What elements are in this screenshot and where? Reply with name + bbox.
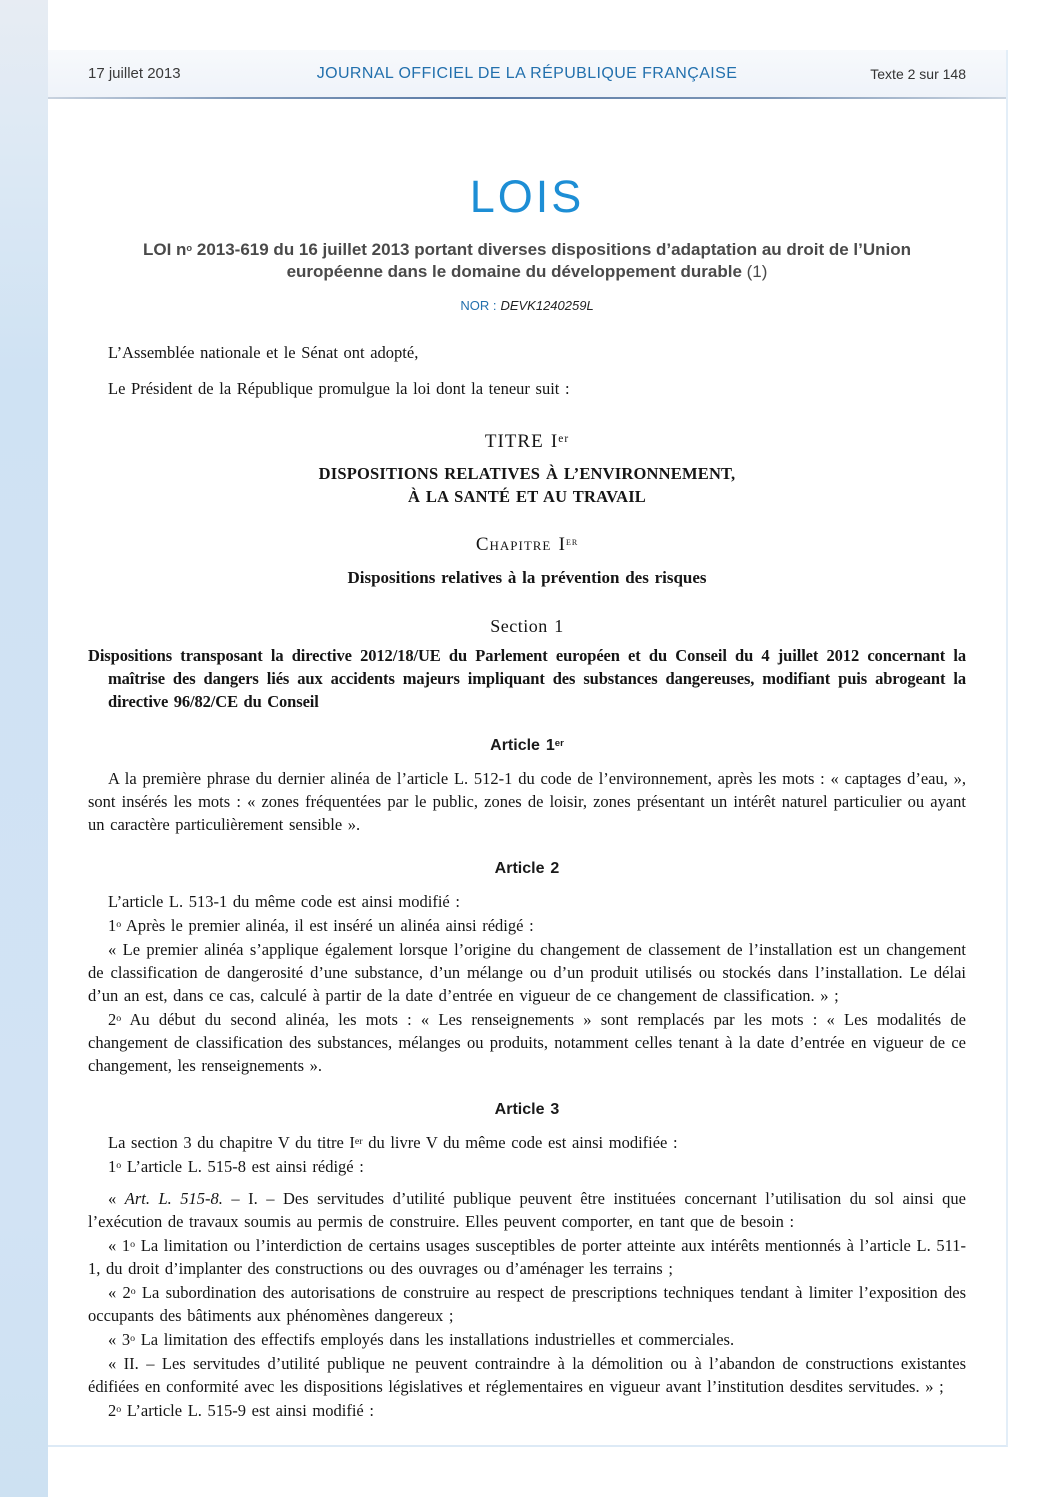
law-body bbox=[88, 341, 966, 1422]
header-journal-title: JOURNAL OFFICIEL DE LA RÉPUBLIQUE FRANÇAISE bbox=[316, 64, 738, 82]
law-title: LOI $n^o$ 2013-619 du 16 juillet 2013 portant diverses dispositions d’adaptation au droit de l’Union européenne dans le domaine du développement durable (1) bbox=[142, 240, 912, 281]
article-paragraph: 2$^o$ Au début du second alinéa, les mots : « Les renseignements » sont remplacés par les mots : « Les modalités de changement de classification des substances, mélanges ou produits, notamment celles tenant à la date d’entrée en vigueur de ce changement, les renseignements ». bbox=[88, 1010, 966, 1075]
article-3-heading: Article 3 bbox=[494, 1101, 560, 1118]
article-paragraph: 2$^o$ L’article L. 515-9 est ainsi modifié : bbox=[108, 1401, 374, 1420]
article-paragraph: A la première phrase du dernier alinéa de l’article L. 512-1 du code de l’environnement, après les mots : « captages d’eau, », sont insérés les mots : « zones fréquentées par le public, zones de loisir, zones présentant un intérêt naturel particulier ou ayant un caractère particulièrement sensible ». bbox=[88, 769, 966, 834]
section-description: Dispositions transposant la directive 2012/18/UE du Parlement européen et du Conseil du 4 juillet 2012 concernant la maîtrise des dangers liés aux accidents majeurs impliquant des substances dangereuses, modifiant puis abrogeant la directive 96/82/CE du Conseil bbox=[88, 646, 966, 711]
article-1-heading: Article 1er bbox=[490, 737, 564, 754]
article-paragraph: « II. – Les servitudes d’utilité publique ne peuvent contraindre à la démolition ou à l’abandon de constructions existantes édifiées en conformité avec les dispositions législatives et réglementaires en vigueur avant l’institution desdites servitudes. » ; bbox=[88, 1354, 966, 1396]
article-paragraph: « 2$^o$ La subordination des autorisations de construire au respect de prescriptions techniques tendant à limiter l’exposition des occupants des bâtiments aux phénomènes dangereux ; bbox=[88, 1283, 966, 1325]
article-paragraph: La section 3 du chapitre V du titre Ier du livre V du même code est ainsi modifiée : bbox=[108, 1133, 678, 1152]
article-paragraph: 1$^o$ Après le premier alinéa, il est inséré un alinéa ainsi rédigé : bbox=[108, 916, 534, 935]
intro-paragraph: L’Assemblée nationale et le Sénat ont adopté, bbox=[108, 343, 419, 362]
article-paragraph: L’article L. 513-1 du même code est ainsi modifié : bbox=[108, 892, 460, 911]
masthead-lois-title: LOIS bbox=[469, 171, 585, 222]
article-paragraph: 1$^o$ L’article L. 515-8 est ainsi rédigé : bbox=[108, 1157, 364, 1176]
nor-value: DEVK1240259L bbox=[500, 298, 594, 313]
titre-subheading: DISPOSITIONS RELATIVES À L’ENVIRONNEMENT, À LA SANTÉ ET AU TRAVAIL bbox=[318, 464, 736, 506]
article-paragraph: « 1$^o$ La limitation ou l’interdiction de certains usages susceptibles de porter atteinte aux intérêts mentionnés à l’article L. 511-1, du droit d’implanter des constructions ou des ouvrages ou d’aménager les terrains ; bbox=[88, 1236, 966, 1278]
article-paragraph: « Le premier alinéa s’applique également lorsque l’origine du changement de classement de l’installation est un changement de classification de dangerosité d’une substance, d’un mélange ou d’un produit utilisés ou stockés dans l’installation. Le délai d’un an est, dans ce cas, calculé à partir de la date d’entrée en vigueur de ce changement de classification. » ; bbox=[88, 940, 966, 1005]
article-2-heading: Article 2 bbox=[494, 860, 560, 877]
chapitre-heading: Chapitre Ier bbox=[475, 534, 579, 555]
header-date: 17 juillet 2013 bbox=[88, 65, 181, 82]
header-divider bbox=[48, 97, 1006, 99]
article-paragraph: « 3$^o$ La limitation des effectifs employés dans les installations industrielles et commerciales. bbox=[108, 1330, 735, 1349]
article-paragraph: « Art. L. 515-8. – I. – Des servitudes d’utilité publique peuvent être instituées concernant l’utilisation du sol ainsi que l’exécution de travaux soumis au permis de construire. Elles peuvent comporter, en tant que de besoin : bbox=[88, 1189, 967, 1231]
titre-heading: TITRE Ier bbox=[484, 431, 570, 452]
section-heading: Section 1 bbox=[490, 616, 564, 636]
header-text-number: Texte 2 sur 148 bbox=[870, 65, 966, 82]
nor-line bbox=[88, 298, 966, 313]
nor-label: NOR : bbox=[460, 298, 497, 313]
journal-page bbox=[48, 50, 1008, 1447]
chapitre-subheading: Dispositions relatives à la prévention des risques bbox=[347, 568, 707, 587]
intro-paragraph: Le Président de la République promulgue la loi dont la teneur suit : bbox=[108, 379, 570, 398]
page-content bbox=[88, 173, 966, 1422]
page-margin-gradient bbox=[0, 0, 48, 1497]
page-header bbox=[48, 50, 1006, 97]
